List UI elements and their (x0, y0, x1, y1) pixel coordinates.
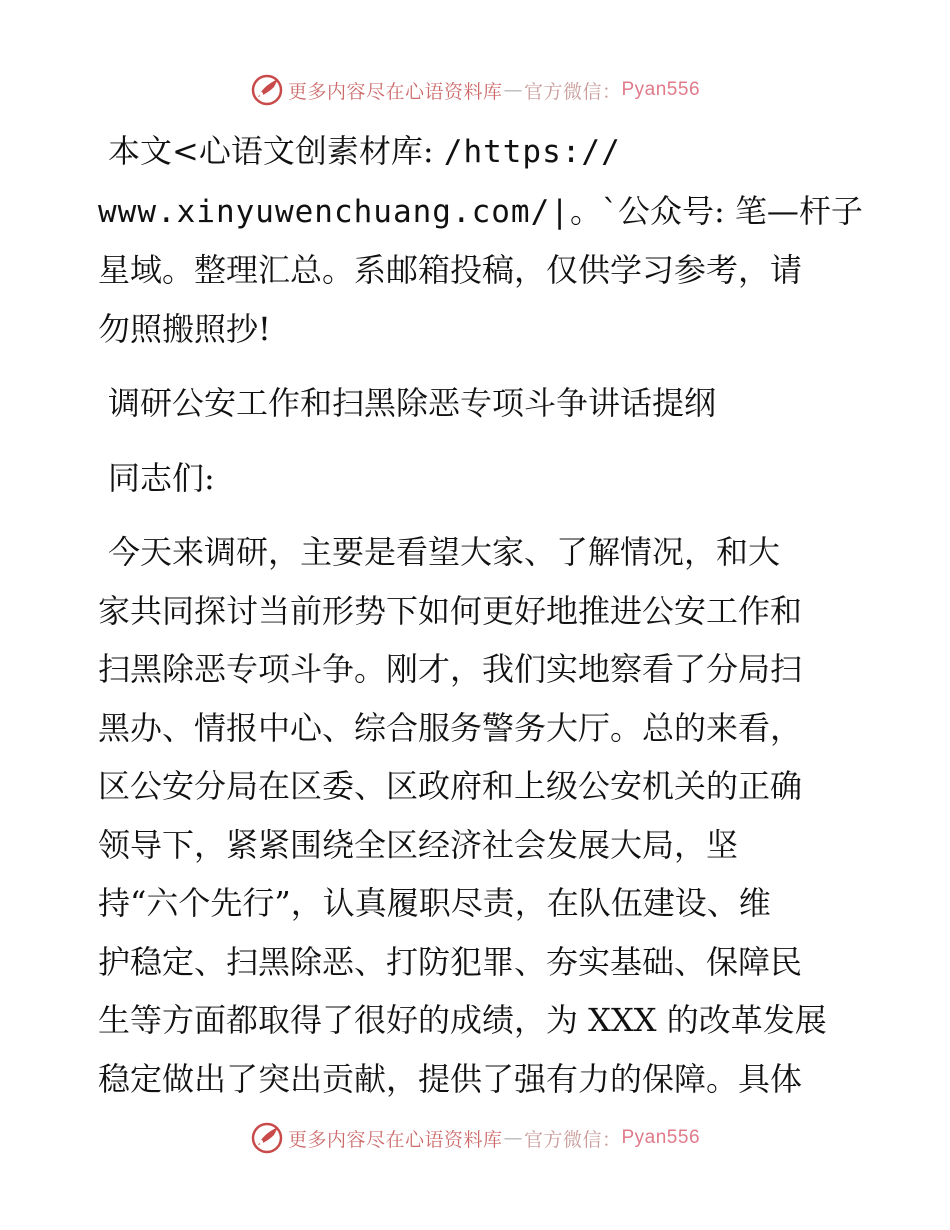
notice-line-2-suffix: 。`公众号: 笔—杆子 (569, 191, 863, 230)
body-line: 稳定做出了突出贡献，提供了强有力的保障。具体 (98, 1059, 803, 1098)
salutation-paragraph (98, 449, 858, 508)
footer-watermark-banner (0, 1118, 950, 1158)
body-line: 护稳定、扫黑除恶、打防犯罪、夯实基础、保障民 (98, 942, 803, 981)
body-line: 今天来调研，主要是看望大家、了解情况，和大 (108, 533, 781, 571)
body-line: 持“六个先行”，认真履职尽责，在队伍建设、维 (98, 884, 771, 922)
notice-line-2-url: www.xinyuwenchuang.com/| (98, 193, 570, 230)
salutation: 同志们: (108, 458, 215, 497)
body-line: 黑办、情报中心、综合服务警务大厅。总的来看， (98, 708, 803, 747)
banner-text: 更多内容尽在心语资料库 (287, 80, 503, 103)
notice-line-1-prefix: 本文<心语文创素材库: (108, 132, 444, 170)
banner-label: 官方微信： (523, 1128, 622, 1151)
document-title-paragraph (98, 374, 858, 433)
banner-text: 更多内容尽在心语资料库 (287, 1128, 503, 1151)
brush-pen-logo-icon (250, 73, 284, 107)
banner-account: Pyan556 (621, 1127, 701, 1148)
banner-label: 官方微信： (523, 80, 622, 103)
banner-account: Pyan556 (621, 79, 701, 100)
body-paragraph (98, 523, 858, 1108)
notice-line-1 (98, 122, 858, 182)
notice-paragraph (98, 122, 863, 358)
notice-line-1-url: /https:// (443, 134, 621, 170)
notice-line-3: 星域。整理汇总。系邮箱投稿，仅供学习参考，请 (98, 251, 803, 289)
body-line: 区公安分局在区委、区政府和上级公安机关的正确 (98, 767, 803, 805)
body-line: 家共同探讨当前形势下如何更好地推进公安工作和 (98, 591, 803, 630)
notice-line-2 (98, 182, 863, 242)
body-line: 生等方面都取得了很好的成绩，为 XXX 的改革发展 (98, 1001, 827, 1039)
document-title: 调研公安工作和扫黑除恶专项斗争讲话提纲 (108, 384, 717, 422)
body-line: 领导下，紧紧围绕全区经济社会发展大局，坚 (98, 825, 739, 864)
body-line: 扫黑除恶专项斗争。刚才，我们实地察看了分局扫 (98, 650, 803, 688)
banner-separator: — (503, 79, 523, 101)
document-body (98, 122, 863, 1108)
header-watermark-banner (0, 70, 950, 110)
notice-line-4: 勿照搬照抄! (98, 309, 271, 348)
banner-separator: — (503, 1127, 523, 1149)
brush-pen-logo-icon (250, 1121, 284, 1155)
